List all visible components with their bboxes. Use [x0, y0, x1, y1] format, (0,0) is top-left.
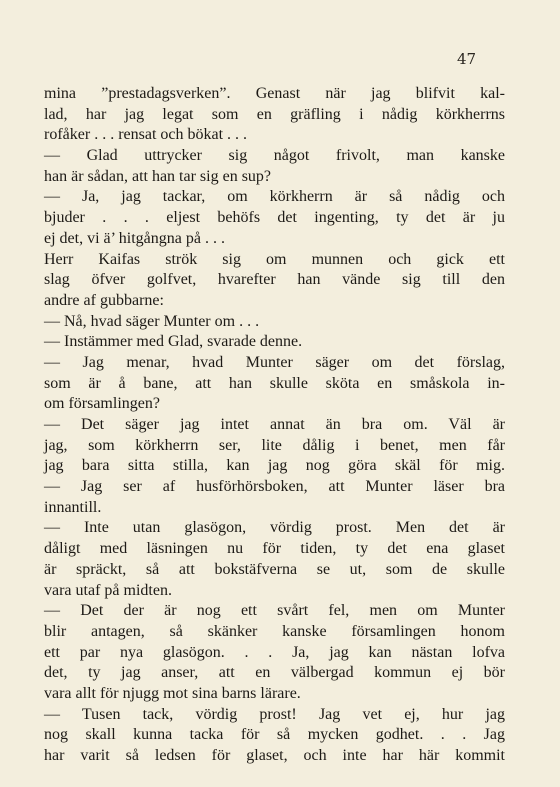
text-line: Herr Kaifas strök sig om munnen och gick ett	[44, 250, 505, 268]
text-line: vara utaf på midten.	[44, 581, 172, 599]
text-line: — Instämmer med Glad, svarade denne.	[44, 333, 303, 351]
text-line: har varit så ledsen för glaset, och inte har här kommit	[44, 747, 505, 764]
text-line: — Inte utan glasögon, vördig prost. Men det är	[44, 519, 505, 537]
text-line: nog skall kunna tacka för så mycken godhet. . . Jag	[44, 726, 505, 744]
text-line: — Tusen tack, vördig prost! Jag vet ej, hur jag	[44, 705, 505, 723]
text-line: — Nå, hvad säger Munter om . . .	[44, 312, 260, 330]
text-line: han är sådan, att han tar sig en sup?	[44, 167, 272, 185]
text-line: ej det, vi ä’ hitgångna på . . .	[44, 229, 225, 247]
text-line: är spräckt, så att bokstäfverna se ut, som de skulle	[44, 560, 505, 578]
text-line: som är å bane, att han skulle sköta en småskola in-	[44, 374, 505, 392]
text-line: dåligt med läsningen nu för tiden, ty det ena glaset	[44, 540, 505, 558]
text-line: — Ja, jag tackar, om körkherrn är så nådig och	[44, 188, 505, 206]
text-line: mina ”prestadagsverken”. Genast när jag blifvit kal-	[44, 85, 505, 102]
text-line: — Jag menar, hvad Munter säger om det förslag,	[44, 353, 505, 371]
text-line: — Jag ser af husförhörsboken, att Munter läser bra	[44, 478, 505, 496]
page-number: 47	[457, 50, 477, 68]
text-line: bjuder . . . eljest behöfs det ingenting, ty det är ju	[44, 209, 505, 227]
text-line: om församlingen?	[44, 395, 160, 413]
text-line: — Det säger jag intet annat än bra om. Väl är	[44, 416, 505, 433]
text-line: slag öfver golfvet, hvarefter han vände sig till den	[44, 271, 505, 289]
text-line: — Det der är nog ett svårt fel, men om Munter	[44, 602, 505, 620]
text-line: jag, som körkherrn ser, lite dålig i benet, men får	[44, 436, 505, 454]
text-line: blir antagen, så skänker kanske församlingen honom	[44, 622, 505, 640]
text-line: lad, har jag legat som en gräfling i nådig körkherrns	[44, 105, 505, 123]
text-line: vara allt för njugg mot sina barns lärare.	[44, 684, 301, 702]
text-line: det, ty jag anser, att en välbergad kommun ej bör	[44, 664, 505, 682]
text-line: jag bara sitta stilla, kan jag nog göra skäl för mig.	[44, 457, 505, 475]
text-line: ett par nya glasögon. . . Ja, jag kan nästan lofva	[44, 643, 505, 661]
text-line: rofåker . . . rensat och bökat . . .	[44, 126, 248, 144]
text-line: — Glad uttrycker sig något frivolt, man kanske	[44, 147, 505, 165]
body-text	[44, 84, 505, 767]
text-line: andre af gubbarne:	[44, 291, 164, 309]
text-line: innantill.	[44, 498, 102, 516]
